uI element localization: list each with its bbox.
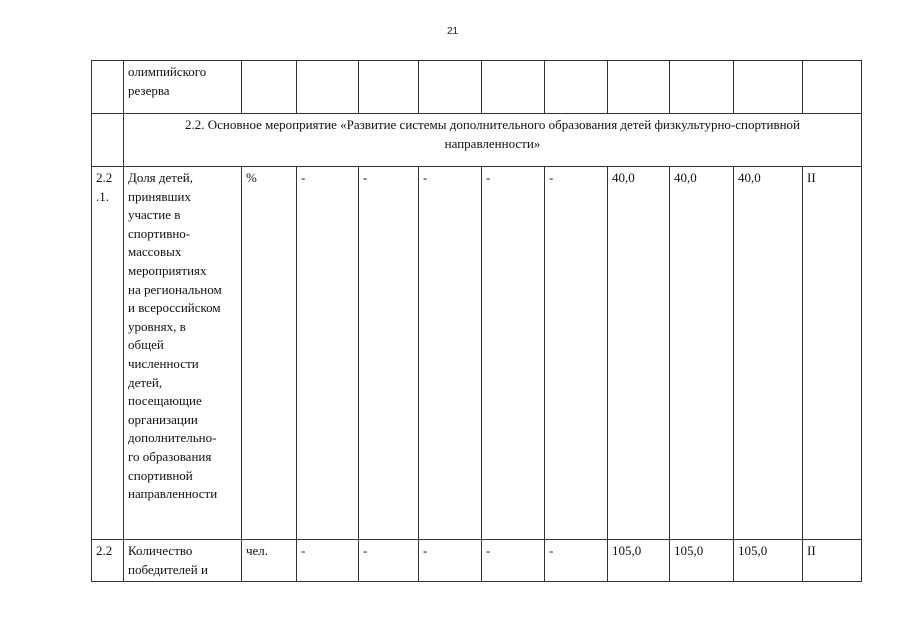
value-cell: 105,0: [734, 540, 803, 582]
value-cell: 40,0: [608, 167, 670, 540]
unit-cell: [242, 61, 297, 114]
value-cell: II: [803, 540, 862, 582]
row-number-line: 2.2: [96, 543, 113, 558]
row-number-line: .1.: [96, 188, 109, 204]
row-number-cell: [92, 114, 124, 167]
name-line: победителей и: [128, 561, 208, 577]
name-line: массовых: [128, 244, 182, 260]
value-cell: [482, 61, 545, 114]
page-number: 21: [446, 26, 459, 37]
unit-cell: чел.: [242, 540, 297, 582]
name-line: спортивно-: [128, 225, 191, 241]
table-row: [92, 61, 862, 114]
value-cell: [608, 61, 670, 114]
indicator-name-cell: [124, 61, 242, 114]
value-cell: 40,0: [670, 167, 734, 540]
value-cell: [419, 61, 482, 114]
value-cell: 105,0: [608, 540, 670, 582]
indicators-table: [91, 60, 862, 582]
value-cell: -: [297, 540, 359, 582]
value-cell: -: [545, 540, 608, 582]
name-line: Доля детей,: [128, 170, 193, 185]
name-line: численности: [128, 355, 199, 371]
name-line: спортивной: [128, 467, 193, 483]
value-cell: [734, 61, 803, 114]
name-line: общей: [128, 337, 164, 353]
name-line: участие в: [128, 207, 181, 223]
section-row: [92, 114, 862, 167]
value-cell: [359, 61, 419, 114]
value-cell: -: [297, 167, 359, 540]
indicator-name-cell: [124, 540, 242, 582]
section-title-line: 2.2. Основное мероприятие «Развитие системы дополнительного образования детей физкультурно-спортивной: [184, 117, 801, 132]
section-title-line: направленности»: [444, 135, 541, 151]
indicator-name-cell: [124, 167, 242, 540]
name-line: резерва: [128, 82, 170, 98]
unit-cell: %: [242, 167, 297, 540]
name-line: мероприятиях: [128, 262, 207, 278]
row-number-line: 2.2: [96, 170, 113, 185]
value-cell: -: [359, 540, 419, 582]
table-row: [92, 540, 862, 582]
name-line: организации: [128, 411, 198, 427]
name-line: Количество: [128, 543, 193, 558]
name-line: олимпийского: [128, 64, 207, 79]
name-line: направленности: [128, 486, 218, 502]
name-line: посещающие: [128, 393, 202, 409]
value-cell: -: [545, 167, 608, 540]
name-line: принявших: [128, 188, 191, 204]
name-line: го образования: [128, 448, 212, 464]
value-cell: -: [359, 167, 419, 540]
row-number-cell: [92, 167, 124, 540]
name-line: детей,: [128, 374, 163, 390]
row-number-cell: [92, 540, 124, 582]
value-cell: [803, 61, 862, 114]
value-cell: -: [419, 167, 482, 540]
value-cell: -: [419, 540, 482, 582]
name-line: дополнительно-: [128, 430, 217, 446]
value-cell: [297, 61, 359, 114]
value-cell: -: [482, 167, 545, 540]
row-number-cell: [92, 61, 124, 114]
section-title-cell: [124, 114, 862, 167]
name-line: уровнях, в: [128, 318, 186, 334]
value-cell: [545, 61, 608, 114]
value-cell: 105,0: [670, 540, 734, 582]
value-cell: II: [803, 167, 862, 540]
value-cell: [670, 61, 734, 114]
name-line: и всероссийском: [128, 300, 221, 316]
value-cell: 40,0: [734, 167, 803, 540]
name-line: на региональном: [128, 281, 222, 297]
table-row: [92, 167, 862, 540]
value-cell: -: [482, 540, 545, 582]
